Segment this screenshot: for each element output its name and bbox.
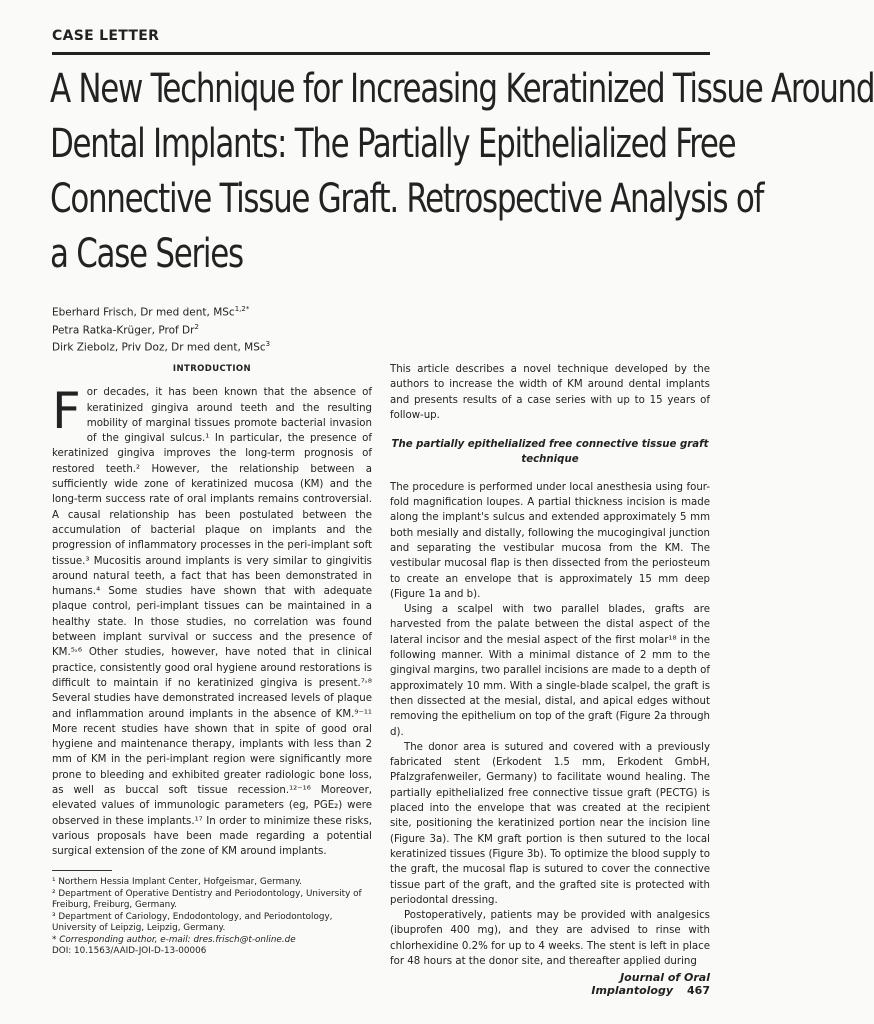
title-line: A New Technique for Increasing Keratinized Tissue Around (50, 66, 874, 112)
footnote: ¹ Northern Hessia Implant Center, Hofgeismar, Germany. (52, 877, 302, 887)
header-rule (52, 52, 710, 55)
technique-subheading: The partially epithelialized free connective tissue graft technique (391, 439, 709, 466)
paragraph: Postoperatively, patients may be provided with analgesics (ibuprofen 400 mg), and they are advised to rinse with chlorhexidine 0.2% for up to 4 weeks. The stent is left in place for 48 hours at the donor site, and thereafter applied during (390, 910, 710, 967)
author: Eberhard Frisch, Dr med dent, MSc$^{1,2*}$ (52, 305, 250, 319)
paragraph: This article describes a novel technique developed by the authors to increase the width of KM around dental implants and presents results of a case series with up to 15 years of follow-up. (390, 364, 710, 421)
introduction-heading: INTRODUCTION (172, 364, 252, 374)
paragraph: The procedure is performed under local anesthesia using four-fold magnification loupes. A partial thickness incision is made along the implant's sulcus and extended approximately 5 mm both mesially and distally, following the mucogingival junction and separating the vestibular mucosa from the KM. The vestibular mucosal flap is then dissected from the periosteum to create an envelope that is approximately 15 mm deep (Figure 1a and b). (390, 481, 710, 600)
footnote: ² Department of Operative Dentistry and Periodontology, University of Freiburg, Freiburg, Germany. (52, 888, 362, 910)
title-line: Dental Implants: The Partially Epithelialized Free (50, 121, 736, 167)
footnote-divider (52, 870, 112, 871)
paragraph: The donor area is sutured and covered with a previously fabricated stent (Erkodent 1.5 mm, Erkodent GmbH, Pfalzgrafenweiler, Germany) to facilitate wound healing. The partially epithelialized free connective tissue graft (PECTG) is placed into the envelope that was created at the recipient site, positioning the keratinized portion near the incision line (Figure 3a). The KM graft portion is then sutured to the local keratinized tissues (Figure 3b). To optimize the blood supply to the graft, the mucosal flap is sutured to cover the connective tissue part of the graft, and the grafted site is protected with periodontal dressing. (390, 741, 710, 906)
title-line: Connective Tissue Graft. Retrospective Analysis of (50, 176, 764, 222)
article-title (50, 62, 874, 282)
title-line: a Case Series (50, 231, 243, 277)
footnote: ³ Department of Cariology, Endodontology, and Periodontology, University of Leipzig, Leipzig, Germany. (52, 911, 333, 933)
footnotes (52, 870, 372, 958)
left-column (52, 362, 372, 860)
author: Dirk Ziebolz, Priv Doz, Dr med dent, MSc$^3$ (52, 340, 271, 354)
intro-paragraph: For decades, it has been known that the absence of keratinized gingiva around teeth and the resulting mobility of marginal tissues promote bacterial invasion of the gingival sulcus.¹ In particular, the presence of keratinized gingiva improves the long-term prognosis of restored teeth.² However, the relationship between a sufficiently wide zone of keratinized mucosa (KM) and the long-term success rate of oral implants remains controversial. A causal relationship has been postulated between the accumulation of bacterial plaque on implants and the progression of inflammatory processes in the peri-implant soft tissue.³ Mucositis around implants is very similar to gingivitis around natural teeth, a fact that has been demonstrated in humans.⁴ Some studies have shown that with adequate plaque control, peri-implant tissues can be maintained in a healthy state. In those studies, no correlation was found between implant survival or success and the presence of KM.⁵˒⁶ Other studies, however, have noted that in clinical practice, consistently good oral hygiene around restorations is difficult to maintain if no keratinized gingiva is present.⁷˒⁸ Several studies have demonstrated increased levels of plaque and inflammation around implants in the absence of KM.⁹⁻¹¹ More recent studies have shown that in spite of good oral hygiene and maintenance therapy, implants with less than 2 mm of KM in the peri-implant region were significantly more prone to bleeding and exhibited greater radiologic bone loss, as well as buccal soft tissue recession.¹²⁻¹⁶ Moreover, elevated values of immunologic parameters (eg, PGE₂) were observed in these implants.¹⁷ In order to minimize these risks, various proposals have been made regarding a potential surgical extension of the zone of KM around implants. (52, 382, 372, 858)
page-number: 467 (687, 984, 710, 997)
right-column (390, 362, 710, 969)
paragraph: Using a scalpel with two parallel blades, grafts are harvested from the palate between the distal aspect of the lateral incisor and the mesial aspect of the first molar¹⁸ in the following manner. With a minimal distance of 2 mm to the gingival margins, two parallel incisions are made to a depth of approximately 10 mm. With a single-blade scalpel, the graft is then dissected at the mesial, distal, and apical edges without removing the epithelium on top of the graft (Figure 2a through d). (390, 604, 710, 738)
footnote: DOI: 10.1563/AAID-JOI-D-13-00006 (52, 946, 207, 956)
author-list (52, 302, 270, 355)
page-footer (500, 971, 710, 997)
journal-name: Journal of Oral Implantology (591, 971, 710, 997)
section-label: CASE LETTER (52, 28, 160, 44)
footnote: * Corresponding author, e-mail: dres.frisch@t-online.de (52, 934, 296, 945)
drop-cap: F (52, 382, 81, 441)
author: Petra Ratka-Krüger, Prof Dr$^2$ (52, 322, 199, 336)
